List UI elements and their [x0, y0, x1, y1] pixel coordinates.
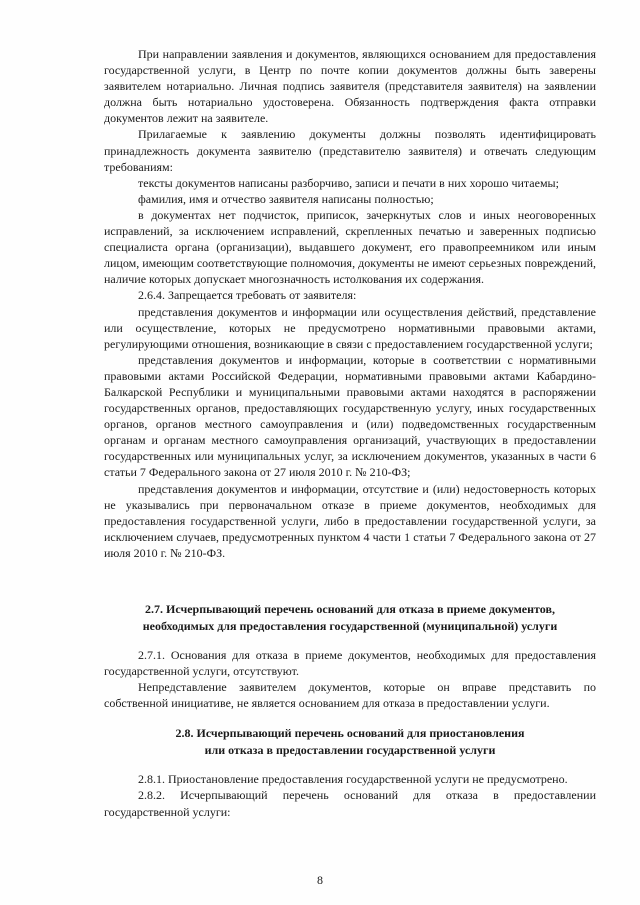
paragraph-2-8-2: 2.8.2. Исчерпывающий перечень оснований для отказа в предоставлении государственной услуги: [104, 788, 596, 819]
requirement-full-name: фамилия, имя и отчество заявителя написаны полностью; [138, 191, 434, 206]
section-heading-2-7-line1: 2.7. Исчерпывающий перечень оснований для отказа в приеме документов, [145, 602, 555, 616]
section-heading-2-8 [104, 725, 596, 759]
section-heading-2-7 [104, 601, 596, 635]
requirement-no-corrections: в документах нет подчисток, приписок, зачеркнутых слов и иных неоговоренных исправлений, за исключением исправлений, скрепленных печатью и заверенных подписью специалиста органа (организации), выдавшего документ, его правопреемником или иным лицом, имеющим соответствующие полномочия, документы не имеют серьезных повреждений, наличие которых допускает многозначность истолкования их содержания. [104, 207, 596, 287]
section-heading-2-8-line1: 2.8. Исчерпывающий перечень оснований для приостановления [175, 726, 525, 741]
paragraph-2-6-4: 2.6.4. Запрещается требовать от заявителя: [138, 288, 357, 303]
requirement-legible-text: тексты документов написаны разборчиво, записи и печати в них хорошо читаемы; [138, 175, 559, 190]
paragraph-2-7-non-submission: Непредставление заявителем документов, которые он вправе представить по собственной инициативе, не является основанием для отказа в предоставлении услуги. [104, 680, 596, 711]
paragraph-attached-docs-requirements: Прилагаемые к заявлению документы должны позволять идентифицировать принадлежность документа заявителю (представителю заявителя) и отвечать следующим требованиям: [104, 127, 596, 174]
paragraph-2-8-1: 2.8.1. Приостановление предоставления государственной услуги не предусмотрено. [138, 772, 568, 787]
prohibition-item-1: представления документов и информации или осуществления действий, представление или осуществление, которых не предусмотрено нормативными правовыми актами, регулирующими отношения, возникающие в связи с предоставлением государственной услуги; [104, 304, 596, 351]
section-heading-2-8-line2: или отказа в предоставлении государственной услуги [204, 743, 496, 758]
section-heading-2-7-line2: необходимых для предоставления государственной (муниципальной) услуги [142, 619, 558, 633]
prohibition-item-2: представления документов и информации, которые в соответствии с нормативными правовыми актами Российской Федерации, нормативными правовыми актами Кабардино-Балкарской Республики и муниципальными правовыми актами находятся в распоряжении государственных органов, предоставляющих государственную услугу, иных государственных органов, органов местного самоуправления и (или) подведомственных государственным органам и органам местного самоуправления организаций, участвующих в предоставлении государственных или муниципальных услуг, за исключением документов, указанных в части 6 статьи 7 Федерального закона от 27 июля 2010 г. № 210-ФЗ; [104, 352, 596, 480]
page-number: 8 [317, 873, 323, 887]
paragraph-postal-copies: При направлении заявления и документов, являющихся основанием для предоставления государственной услуги, в Центр по почте копии документов должны быть заверены заявителем нотариально. Личная подпись заявителя (представителя заявителя) на заявлении должна быть нотариально удостоверена. Обязанность подтверждения факта отправки документов лежит на заявителе. [104, 47, 596, 126]
paragraph-2-7-1: 2.7.1. Основания для отказа в приеме документов, необходимых для предоставления государственной услуги, отсутствуют. [104, 648, 596, 679]
document-body [104, 46, 596, 820]
prohibition-item-3: представления документов и информации, отсутствие и (или) недостоверность которых не указывались при первоначальном отказе в приеме документов, необходимых для предоставления государственной услуги, либо в предоставлении государственной услуги, за исключением случаев, предусмотренных пунктом 4 части 1 статьи 7 Федерального закона от 27 июля 2010 г. № 210-ФЗ. [104, 481, 596, 560]
